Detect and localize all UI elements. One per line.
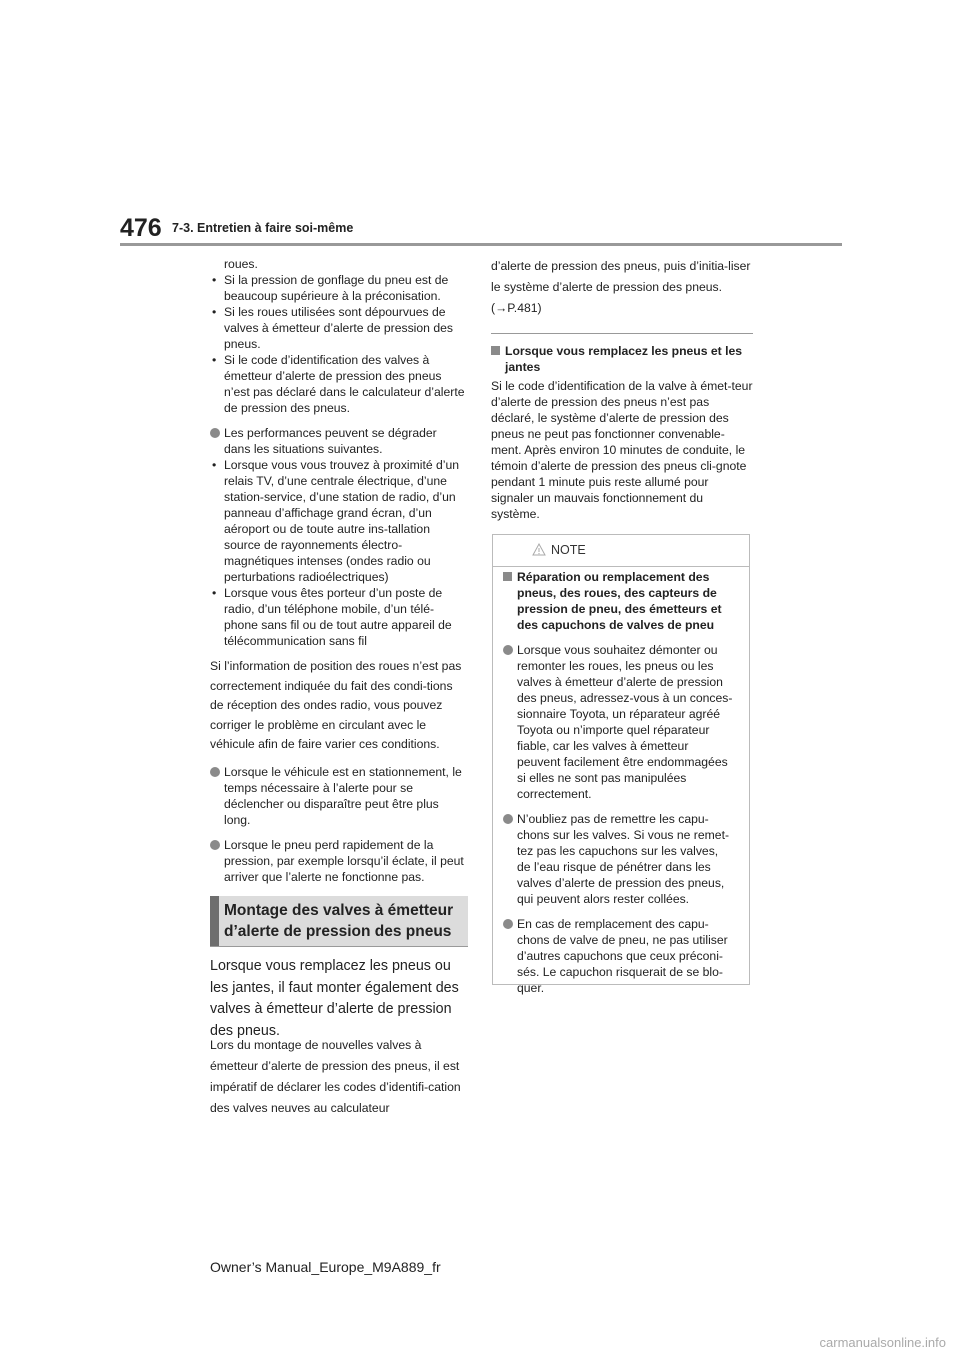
section-heading: Montage des valves à émetteur d’alerte de pression des pneus [224, 902, 454, 940]
circle-bullet-icon [503, 814, 513, 824]
circle-bullet-icon [503, 919, 513, 929]
subsection-divider [491, 333, 753, 334]
subsection-paragraph: Si le code d’identification de la valve à émet-teur d’alerte de pression des pneus n’est pas déclaré, le système d’alerte de pression des pneus ne peut pas fonctionner convenable-ment. Après environ 10 minutes de conduite, le témoin d’alerte de pression des pneus cli-gnote pendant 1 minute puis reste allumé pour signaler un mauvais fonctionnement du système. [491, 379, 753, 521]
list-item: • Lorsque vous vous trouvez à proximité d’un relais TV, d’une centrale électrique, d’une station-service, d’une station de radio, d’un panneau d’affichage grand écran, d’un aéroport ou de toute autre ins-tallation source de rayonnements électro-magnétiques intenses (ondes radio ou perturbations radioélectriques) [210, 457, 466, 585]
right-column [491, 256, 753, 522]
left-column [210, 256, 466, 885]
list-item: • Lorsque vous êtes porteur d’un poste de radio, d’un téléphone mobile, d’un télé-phone sans fil ou de tout autre appareil de télécommunication sans fil [210, 585, 466, 649]
continuation-paragraph [491, 256, 753, 319]
note-content [503, 569, 735, 996]
arrow-icon: → [495, 301, 508, 315]
circle-bullet-text: Lorsque le véhicule est en stationnement, le temps nécessaire à l’alerte pour se déclencher ou disparaître peut être plus long. [224, 764, 462, 827]
subsection-heading [491, 343, 753, 375]
header-divider [120, 243, 842, 246]
circle-bullet-icon [503, 645, 513, 655]
circle-bullet-icon [210, 767, 220, 777]
list-item: • Si le code d’identification des valves à émetteur d’alerte de pression des pneus n’est pas déclaré dans le calculateur d’alerte de pression des pneus. [210, 352, 466, 416]
note-heading-text: Réparation ou remplacement des pneus, des roues, des capteurs de pression de pneu, des émetteurs et des capuchons de valves de pneu [517, 570, 722, 632]
square-bullet-icon [503, 572, 512, 581]
note-item-text: Lorsque vous souhaitez démonter ou remonter les roues, les pneus ou les valves à émetteur d’alerte de pression des pneus, adressez-vous à un conces-sionnaire Toyota, un réparateur agréé Toyota ou n’importe quel réparateur fiable, car les valves à émetteur peuvent facilement être endommagées si elles ne sont pas manipulées correctement. [517, 643, 733, 801]
watermark: carmanualsonline.info [819, 1335, 946, 1350]
note-item-text: En cas de remplacement des capu-chons de valve de pneu, ne pas utiliser d’autres capuchons que ceux préconi-sés. Le capuchon risquerait de se blo-quer. [517, 917, 728, 995]
bullet-list-situations [210, 457, 466, 649]
circle-bullet-icon [210, 428, 220, 438]
page-number: 476 [120, 214, 162, 242]
section-intro: Lorsque vous remplacez les pneus ou les jantes, il faut monter également des valves à émetteur d’alerte de pression des pneus. [210, 958, 459, 1039]
circle-bullet-burst [210, 837, 466, 885]
circle-bullet-performance [210, 425, 466, 457]
bullet-list-conditions [210, 272, 466, 416]
note-box [492, 534, 750, 995]
paragraph-position: Si l’information de position des roues n’est pas correctement indiquée du fait des condi-tions de réception des ondes radio, vous pouvez corriger le problème en circulant avec le véhicule afin de faire varier ces conditions. [210, 659, 462, 751]
section-title: 7-3. Entretien à faire soi-même [172, 221, 354, 235]
section-body: Lors du montage de nouvelles valves à émetteur d’alerte de pression des pneus, il est impératif de déclarer les codes d’identifi-cation des valves neuves au calculateur [210, 1038, 461, 1115]
note-header [493, 535, 749, 567]
section-heading-bar [210, 896, 219, 946]
note-item [503, 811, 735, 907]
warning-triangle-icon [532, 543, 546, 556]
note-item [503, 916, 735, 996]
continuation-text: d’alerte de pression des pneus, puis d’initia-liser le système d’alerte de pression des pneus. ( [491, 259, 751, 315]
circle-bullet-parking [210, 764, 466, 828]
footer-manual-id: Owner’s Manual_Europe_M9A889_fr [210, 1259, 441, 1275]
note-label: NOTE [551, 543, 586, 557]
reference-close: ) [537, 301, 542, 315]
note-item-text: N’oubliez pas de remettre les capu-chons sur les valves. Si vous ne remet-tez pas les capuchons sur les valves, de l’eau risque de pénétrer dans les valves d’alerte de pression des pneus, qui peuvent alors rester collées. [517, 812, 730, 906]
section-heading-box [210, 896, 468, 947]
circle-bullet-text: Lorsque le pneu perd rapidement de la pression, par exemple lorsqu’il éclate, il peut arriver que l’alerte ne fonctionne pas. [224, 837, 464, 884]
list-item: • Si la pression de gonflage du pneu est de beaucoup supérieure à la préconisation. [210, 272, 466, 304]
page-reference-link[interactable]: P.481 [507, 301, 538, 315]
circle-bullet-text: Les performances peuvent se dégrader dans les situations suivantes. [224, 426, 437, 456]
note-item [503, 642, 735, 802]
square-bullet-icon [491, 346, 500, 355]
note-heading [503, 569, 735, 633]
list-item: • Si les roues utilisées sont dépourvues de valves à émetteur d’alerte de pression des pneus. [210, 304, 466, 352]
subsection-heading-text: Lorsque vous remplacez les pneus et les jantes [505, 344, 743, 374]
circle-bullet-icon [210, 840, 220, 850]
fragment-text: roues. [224, 257, 258, 271]
